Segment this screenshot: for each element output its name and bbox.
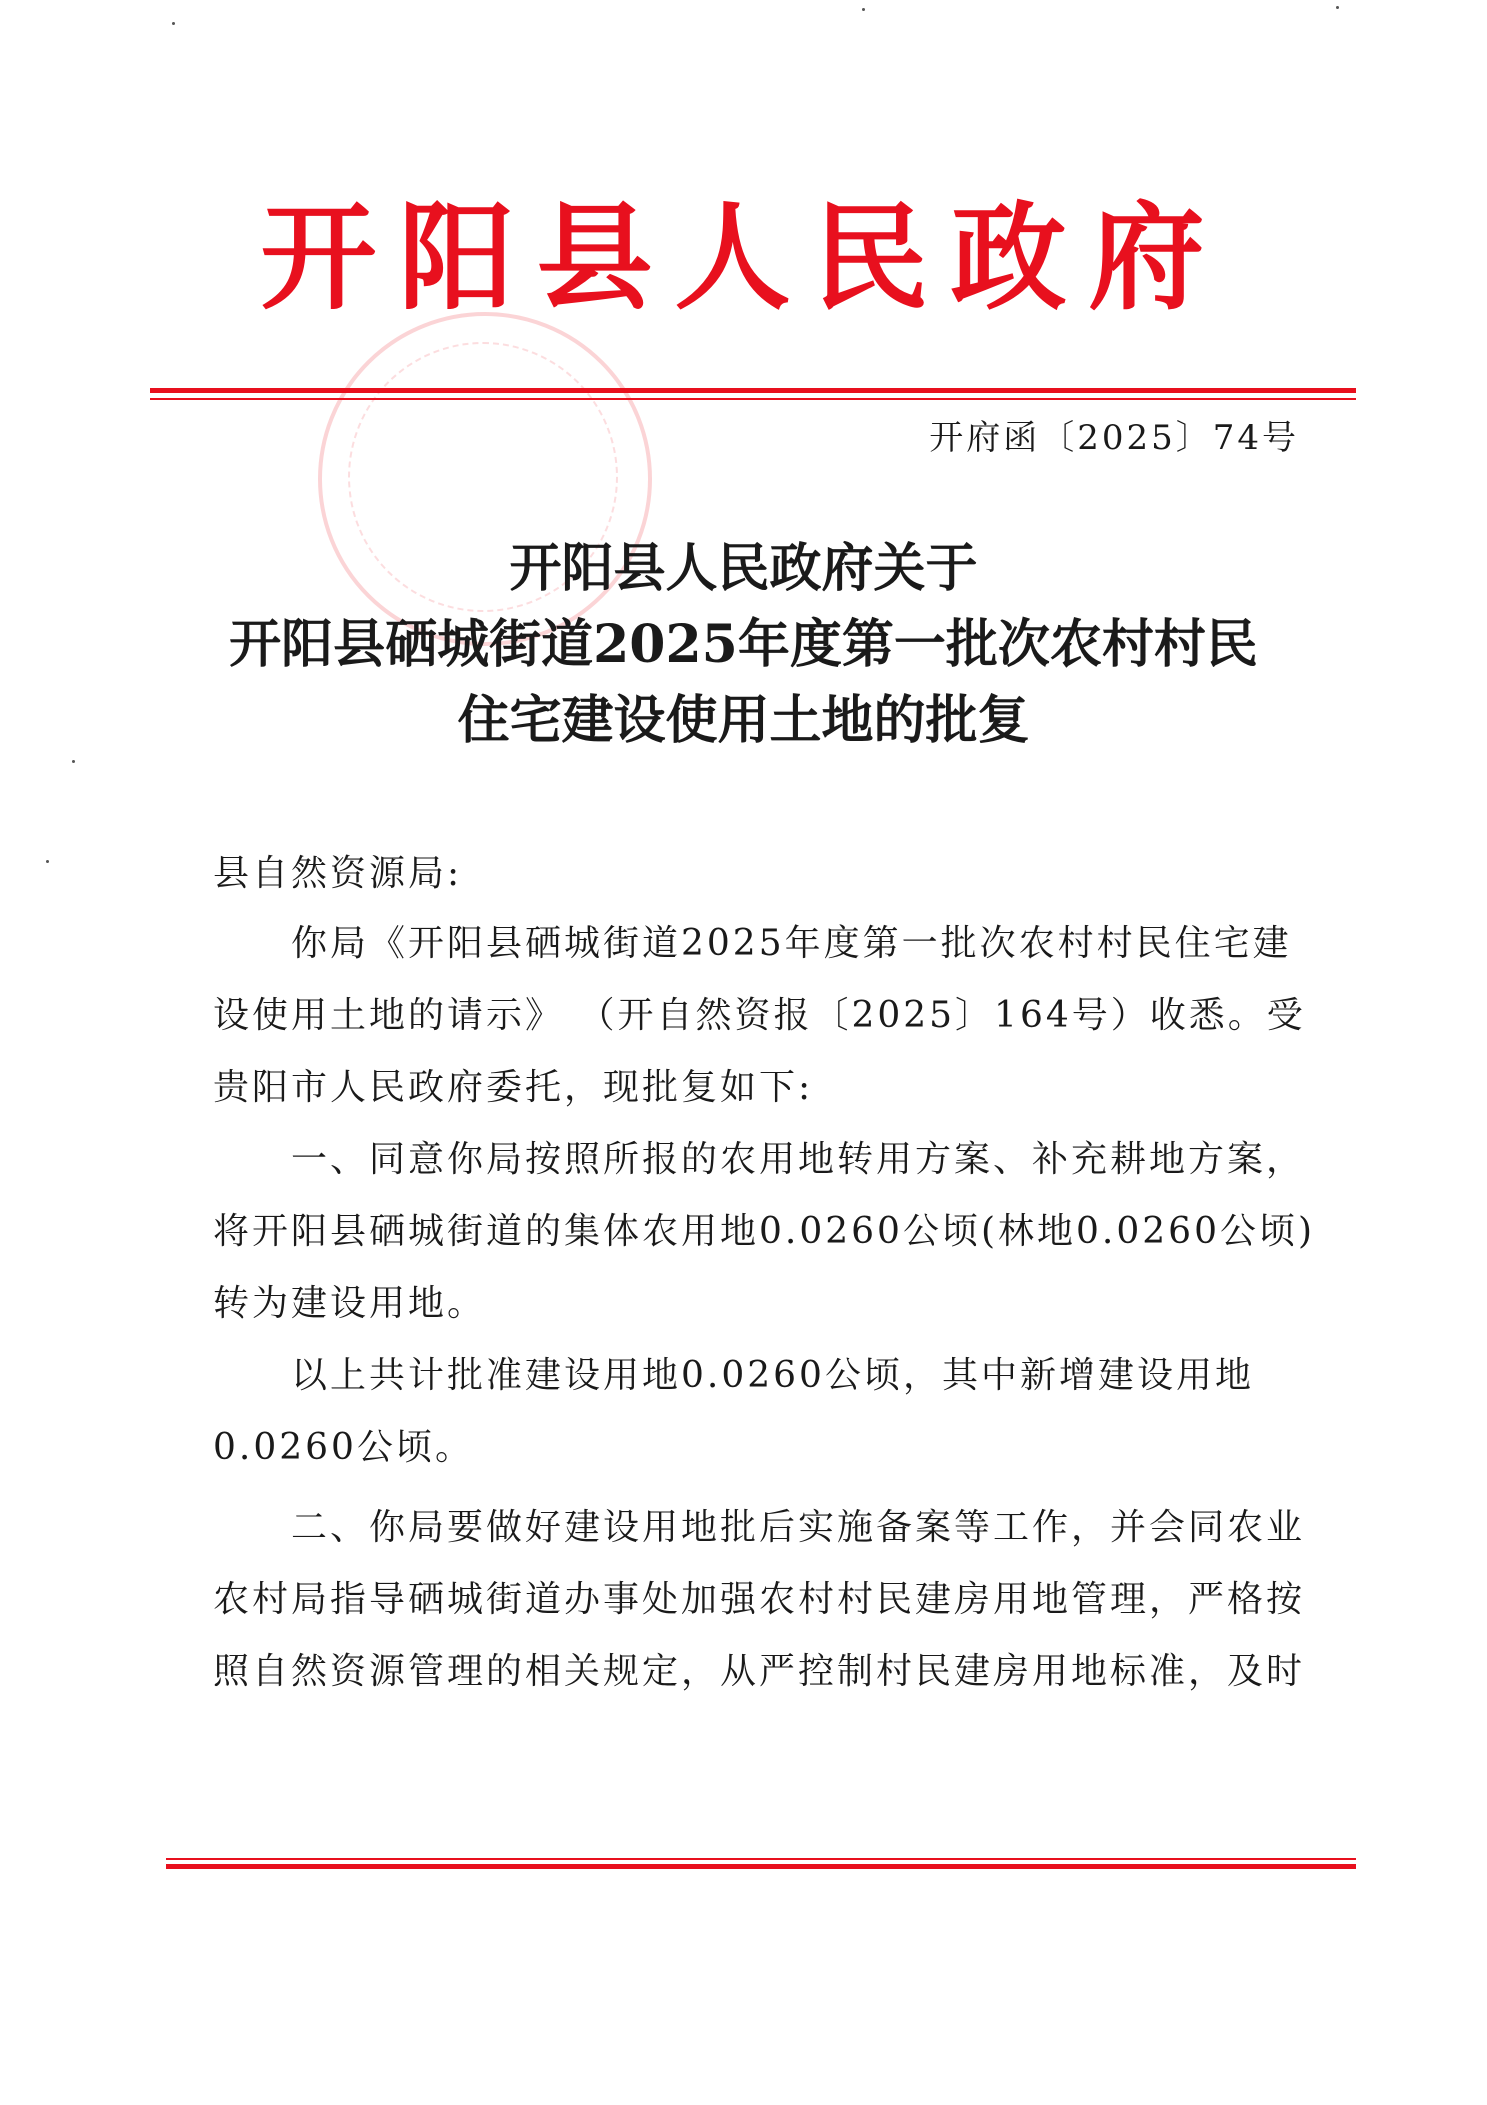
- body-line: 将开阳县硒城街道的集体农用地0.0260公顷(林地0.0260公顷): [213, 1211, 1316, 1252]
- scan-speck: [72, 760, 75, 763]
- document-title-line-2: 开阳县硒城街道2025年度第一批次农村村民: [229, 614, 1258, 675]
- body-line: 农村局指导硒城街道办事处加强农村村民建房用地管理，严格按: [213, 1579, 1306, 1620]
- header-rule-thick: [150, 388, 1356, 393]
- document-title-line-3: 住宅建设使用土地的批复: [457, 690, 1030, 751]
- header-rule-thin: [150, 398, 1356, 400]
- scan-speck: [46, 860, 49, 863]
- addressee: 县自然资源局:: [213, 853, 463, 894]
- scan-speck: [1336, 6, 1339, 9]
- document-title-line-1: 开阳县人民政府关于: [509, 538, 978, 599]
- body-line: 一、同意你局按照所报的农用地转用方案、补充耕地方案，: [291, 1139, 1306, 1180]
- body-line: 二、你局要做好建设用地批后实施备案等工作，并会同农业: [291, 1507, 1306, 1548]
- body-line: 0.0260公顷。: [213, 1427, 474, 1468]
- org-header-title: 开阳县人民政府: [260, 190, 1227, 326]
- scan-speck: [172, 22, 175, 25]
- body-line: 设使用土地的请示》 （开自然资报〔2025〕164号）收悉。受: [213, 995, 1306, 1036]
- body-line: 贵阳市人民政府委托，现批复如下:: [213, 1067, 814, 1108]
- document-number: 开府函〔2025〕74号: [929, 418, 1299, 458]
- footer-rule-thin: [166, 1858, 1356, 1860]
- body-line: 转为建设用地。: [213, 1283, 487, 1324]
- body-line: 照自然资源管理的相关规定，从严控制村民建房用地标准，及时: [213, 1651, 1306, 1692]
- footer-rule-thick: [166, 1864, 1356, 1869]
- body-line: 你局《开阳县硒城街道2025年度第一批次农村村民住宅建: [291, 923, 1292, 964]
- scan-speck: [862, 8, 865, 11]
- body-line: 以上共计批准建设用地0.0260公顷，其中新增建设用地: [291, 1355, 1254, 1396]
